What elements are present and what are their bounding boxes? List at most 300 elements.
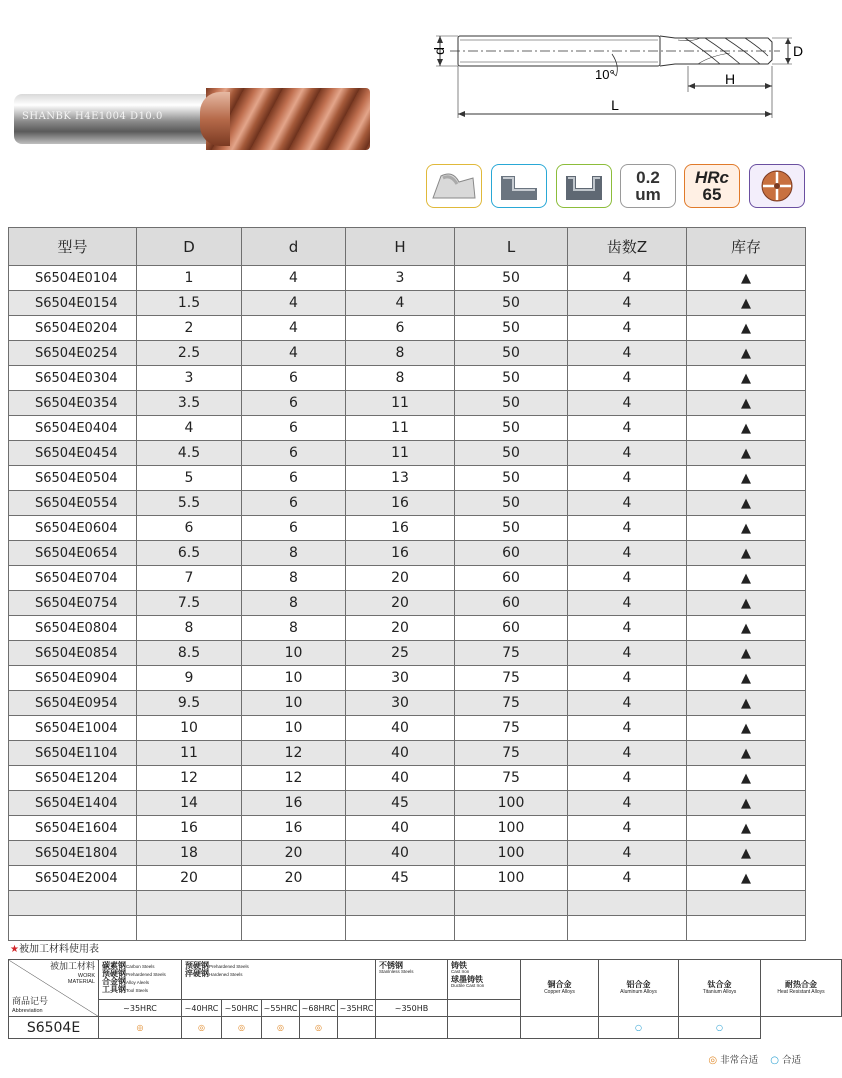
table-row bbox=[9, 666, 806, 691]
cell-d: 4 bbox=[242, 291, 346, 316]
material-group-stainless bbox=[376, 960, 448, 1000]
cell-H: 20 bbox=[346, 616, 455, 641]
cell-stock: ▲ bbox=[687, 816, 806, 841]
material-name-cn: 耐热合金 bbox=[785, 979, 817, 989]
cell-flutes: 4 bbox=[568, 716, 687, 741]
cell-flutes: 4 bbox=[568, 666, 687, 691]
cell-D bbox=[137, 891, 242, 916]
table-row bbox=[9, 791, 806, 816]
table-row bbox=[9, 841, 806, 866]
table-row bbox=[9, 291, 806, 316]
col-header-model: 型号 bbox=[9, 228, 137, 266]
material-name-en: Prehardened Steels bbox=[126, 972, 166, 977]
cell-H: 8 bbox=[346, 366, 455, 391]
cell-H: 45 bbox=[346, 791, 455, 816]
cell-flutes: 4 bbox=[568, 466, 687, 491]
cell-d: 6 bbox=[242, 491, 346, 516]
cell-d bbox=[242, 916, 346, 941]
cell-flutes: 4 bbox=[568, 266, 687, 291]
hardness-range: ~40HRC bbox=[182, 1000, 222, 1017]
suitable-label: 合适 bbox=[781, 1055, 801, 1066]
cell-stock: ▲ bbox=[687, 266, 806, 291]
cell-flutes: 4 bbox=[568, 441, 687, 466]
cell-D: 10 bbox=[137, 716, 242, 741]
material-group-cast-iron bbox=[448, 960, 521, 1000]
corner-material-en: MATERIAL bbox=[67, 978, 95, 985]
cell-D: 20 bbox=[137, 866, 242, 891]
cell-H: 25 bbox=[346, 641, 455, 666]
cell-D: 4.5 bbox=[137, 441, 242, 466]
cell-model: S6504E0904 bbox=[9, 666, 137, 691]
cell-model: S6504E0704 bbox=[9, 566, 137, 591]
very-suitable-label: 非常合适 bbox=[720, 1055, 759, 1066]
hardness-range: ~68HRC bbox=[300, 1000, 338, 1017]
cell-L: 100 bbox=[455, 791, 568, 816]
cell-d: 8 bbox=[242, 616, 346, 641]
cell-L: 50 bbox=[455, 316, 568, 341]
col-header-L: L bbox=[455, 228, 568, 266]
cell-H: 8 bbox=[346, 341, 455, 366]
slot-milling-icon bbox=[556, 164, 612, 208]
cell-stock: ▲ bbox=[687, 866, 806, 891]
cell-D: 6 bbox=[137, 516, 242, 541]
cell-model: S6504E1004 bbox=[9, 716, 137, 741]
corner-product-cn: 商品记号 bbox=[12, 997, 49, 1008]
col-header-stock: 库存 bbox=[687, 228, 806, 266]
cell-model: S6504E0654 bbox=[9, 541, 137, 566]
cell-model: S6504E0204 bbox=[9, 316, 137, 341]
cell-D: 11 bbox=[137, 741, 242, 766]
cell-D: 7 bbox=[137, 566, 242, 591]
cell-stock: ▲ bbox=[687, 416, 806, 441]
cell-flutes bbox=[568, 916, 687, 941]
cell-stock: ▲ bbox=[687, 616, 806, 641]
cell-flutes: 4 bbox=[568, 766, 687, 791]
suitability-cell: ◎ bbox=[99, 1017, 182, 1039]
cell-d: 8 bbox=[242, 541, 346, 566]
table-row bbox=[9, 466, 806, 491]
cell-L: 50 bbox=[455, 391, 568, 416]
cell-stock: ▲ bbox=[687, 466, 806, 491]
cell-H: 40 bbox=[346, 716, 455, 741]
cell-flutes: 4 bbox=[568, 416, 687, 441]
material-name-en: Alloy Aleels bbox=[126, 980, 150, 985]
cell-d: 20 bbox=[242, 866, 346, 891]
cell-model: S6504E0254 bbox=[9, 341, 137, 366]
cell-D bbox=[137, 916, 242, 941]
cell-H: 16 bbox=[346, 491, 455, 516]
table-row bbox=[9, 391, 806, 416]
cell-L: 50 bbox=[455, 516, 568, 541]
cell-stock: ▲ bbox=[687, 441, 806, 466]
cell-H: 20 bbox=[346, 591, 455, 616]
cell-H: 11 bbox=[346, 441, 455, 466]
shank-engraving: SHANBK H4E1004 D10.0 bbox=[22, 111, 163, 122]
table-row bbox=[9, 866, 806, 891]
cell-flutes: 4 bbox=[568, 591, 687, 616]
table-row bbox=[9, 491, 806, 516]
cell-flutes: 4 bbox=[568, 741, 687, 766]
cell-model: S6504E1804 bbox=[9, 841, 137, 866]
corner-work-material-cn: 被加工材料 bbox=[49, 962, 95, 972]
cell-model: S6504E0954 bbox=[9, 691, 137, 716]
col-header-H: H bbox=[346, 228, 455, 266]
cell-model bbox=[9, 916, 137, 941]
material-name-cn: 碳素钢 bbox=[102, 961, 126, 970]
cell-flutes: 4 bbox=[568, 641, 687, 666]
hardness-icon bbox=[684, 164, 740, 208]
col-header-d: d bbox=[242, 228, 346, 266]
cell-L: 60 bbox=[455, 566, 568, 591]
cell-stock: ▲ bbox=[687, 491, 806, 516]
cell-H bbox=[346, 916, 455, 941]
cell-flutes: 4 bbox=[568, 616, 687, 641]
material-name-en: Copper Alloys bbox=[544, 988, 575, 995]
cell-H: 30 bbox=[346, 691, 455, 716]
cell-stock: ▲ bbox=[687, 766, 806, 791]
material-line bbox=[761, 981, 841, 995]
suitability-cell: ◎ bbox=[222, 1017, 262, 1039]
material-group-copper bbox=[521, 960, 599, 1017]
material-line bbox=[599, 981, 678, 995]
cell-D: 9 bbox=[137, 666, 242, 691]
cell-D: 16 bbox=[137, 816, 242, 841]
cell-L: 75 bbox=[455, 641, 568, 666]
cell-model: S6504E2004 bbox=[9, 866, 137, 891]
cell-model: S6504E0154 bbox=[9, 291, 137, 316]
cell-H: 11 bbox=[346, 416, 455, 441]
cell-L: 50 bbox=[455, 266, 568, 291]
cell-model: S6504E0804 bbox=[9, 616, 137, 641]
cell-H: 16 bbox=[346, 516, 455, 541]
cell-D: 2.5 bbox=[137, 341, 242, 366]
label-H: H bbox=[724, 71, 736, 87]
cell-D: 3.5 bbox=[137, 391, 242, 416]
cell-H: 6 bbox=[346, 316, 455, 341]
rating-legend bbox=[708, 1052, 801, 1066]
table-row bbox=[9, 591, 806, 616]
table-row bbox=[9, 766, 806, 791]
cell-stock: ▲ bbox=[687, 691, 806, 716]
cell-stock: ▲ bbox=[687, 566, 806, 591]
cell-d: 20 bbox=[242, 841, 346, 866]
cell-H: 40 bbox=[346, 741, 455, 766]
cell-D: 7.5 bbox=[137, 591, 242, 616]
cell-stock: ▲ bbox=[687, 366, 806, 391]
cell-d bbox=[242, 891, 346, 916]
cell-d: 6 bbox=[242, 416, 346, 441]
material-name-cn: 合金钢 bbox=[102, 977, 126, 986]
cell-stock: ▲ bbox=[687, 841, 806, 866]
cell-L: 50 bbox=[455, 466, 568, 491]
material-name-en: Cast Iron bbox=[451, 969, 470, 974]
cell-model: S6504E0354 bbox=[9, 391, 137, 416]
star-icon: ★ bbox=[10, 944, 19, 955]
table-row bbox=[9, 691, 806, 716]
cell-D: 1 bbox=[137, 266, 242, 291]
cell-flutes: 4 bbox=[568, 841, 687, 866]
cell-d: 16 bbox=[242, 816, 346, 841]
hardness-range: ~50HRC bbox=[222, 1000, 262, 1017]
suitability-cell bbox=[376, 1017, 448, 1039]
cell-H: 45 bbox=[346, 866, 455, 891]
cell-model: S6504E0454 bbox=[9, 441, 137, 466]
suitability-cell bbox=[521, 1017, 599, 1039]
cell-flutes: 4 bbox=[568, 291, 687, 316]
material-group-carbon bbox=[99, 960, 182, 1000]
corner-abbreviation-en: Abbreviation bbox=[12, 1007, 43, 1014]
cell-stock: ▲ bbox=[687, 716, 806, 741]
very-suitable-mark: ◎ bbox=[708, 1055, 718, 1066]
cell-flutes: 4 bbox=[568, 566, 687, 591]
cell-flutes: 4 bbox=[568, 341, 687, 366]
material-name-cn: 铝合金 bbox=[626, 979, 651, 989]
cell-model: S6504E1104 bbox=[9, 741, 137, 766]
material-name-cn: 不锈钢 bbox=[379, 961, 403, 970]
suitability-cell: ◎ bbox=[262, 1017, 300, 1039]
label-angle: 10° bbox=[595, 67, 615, 82]
shoulder-milling-icon bbox=[491, 164, 547, 208]
cell-stock: ▲ bbox=[687, 516, 806, 541]
cell-H: 13 bbox=[346, 466, 455, 491]
cell-stock: ▲ bbox=[687, 541, 806, 566]
suitability-cell bbox=[338, 1017, 376, 1039]
cell-H: 3 bbox=[346, 266, 455, 291]
table-row bbox=[9, 516, 806, 541]
cell-L: 75 bbox=[455, 766, 568, 791]
hardness-label: HRc bbox=[694, 168, 729, 187]
suitability-cell: ◎ bbox=[182, 1017, 222, 1039]
cell-d: 10 bbox=[242, 691, 346, 716]
material-line bbox=[679, 981, 760, 995]
cell-L: 75 bbox=[455, 716, 568, 741]
cell-d: 6 bbox=[242, 516, 346, 541]
suitable-mark: ○ bbox=[770, 1055, 779, 1066]
table-row bbox=[9, 366, 806, 391]
cell-d: 8 bbox=[242, 566, 346, 591]
cell-stock bbox=[687, 891, 806, 916]
cell-L: 100 bbox=[455, 816, 568, 841]
material-name-en: Heat Resistant Alloys bbox=[777, 988, 825, 995]
product-code: S6504E bbox=[9, 1017, 99, 1039]
material-name-en: Titanium Alloys bbox=[702, 988, 737, 995]
cell-d: 4 bbox=[242, 316, 346, 341]
cell-H: 16 bbox=[346, 541, 455, 566]
cell-flutes bbox=[568, 891, 687, 916]
cell-stock: ▲ bbox=[687, 341, 806, 366]
cell-L: 50 bbox=[455, 341, 568, 366]
hardness-value: 65 bbox=[702, 185, 722, 204]
cell-stock bbox=[687, 916, 806, 941]
cell-D: 12 bbox=[137, 766, 242, 791]
col-header-flutes: 齿数Z bbox=[568, 228, 687, 266]
spec-header-row bbox=[9, 228, 806, 266]
cell-d: 10 bbox=[242, 666, 346, 691]
table-row bbox=[9, 266, 806, 291]
suitability-cell: ○ bbox=[599, 1017, 679, 1039]
label-d: d bbox=[431, 47, 447, 55]
cell-L: 50 bbox=[455, 366, 568, 391]
material-line bbox=[521, 981, 598, 995]
table-row bbox=[9, 316, 806, 341]
material-name-cn: 淬硬钢 bbox=[185, 969, 209, 978]
table-row bbox=[9, 616, 806, 641]
cell-L: 50 bbox=[455, 291, 568, 316]
cell-flutes: 4 bbox=[568, 516, 687, 541]
material-name-cn: 工具钢 bbox=[102, 985, 126, 994]
cell-L bbox=[455, 916, 568, 941]
cell-d: 16 bbox=[242, 791, 346, 816]
material-group-hardened bbox=[182, 960, 376, 1000]
material-name-cn: 钛合金 bbox=[707, 979, 732, 989]
cell-flutes: 4 bbox=[568, 791, 687, 816]
cell-L: 60 bbox=[455, 591, 568, 616]
precision-icon bbox=[620, 164, 676, 208]
cell-d: 12 bbox=[242, 766, 346, 791]
cell-d: 4 bbox=[242, 341, 346, 366]
table-row bbox=[9, 716, 806, 741]
material-line bbox=[185, 970, 372, 978]
material-name-cn: 铸铁 bbox=[451, 961, 467, 970]
cell-L: 50 bbox=[455, 416, 568, 441]
material-name-en: Stanlnless Steels bbox=[379, 969, 414, 974]
cell-H: 20 bbox=[346, 566, 455, 591]
cell-H bbox=[346, 891, 455, 916]
cell-flutes: 4 bbox=[568, 541, 687, 566]
material-name-en: Hardened Steels bbox=[209, 972, 243, 977]
cell-D: 14 bbox=[137, 791, 242, 816]
cell-model: S6504E1204 bbox=[9, 766, 137, 791]
cell-H: 40 bbox=[346, 766, 455, 791]
material-name-en: Prehardened Steels bbox=[209, 964, 249, 969]
cell-model: S6504E0754 bbox=[9, 591, 137, 616]
cell-model: S6504E1404 bbox=[9, 791, 137, 816]
cell-stock: ▲ bbox=[687, 316, 806, 341]
cell-stock: ▲ bbox=[687, 791, 806, 816]
cell-D: 2 bbox=[137, 316, 242, 341]
cell-stock: ▲ bbox=[687, 591, 806, 616]
corner-work-en: WORK bbox=[77, 972, 95, 979]
cell-model: S6504E0404 bbox=[9, 416, 137, 441]
cell-d: 4 bbox=[242, 266, 346, 291]
precision-value: 0.2 bbox=[636, 168, 660, 187]
cell-d: 12 bbox=[242, 741, 346, 766]
suitability-cell bbox=[448, 1017, 521, 1039]
material-line bbox=[379, 962, 444, 975]
cell-d: 8 bbox=[242, 591, 346, 616]
cell-D: 1.5 bbox=[137, 291, 242, 316]
material-line bbox=[451, 962, 517, 975]
profile-groove-icon bbox=[426, 164, 482, 208]
cell-flutes: 4 bbox=[568, 316, 687, 341]
cell-flutes: 4 bbox=[568, 391, 687, 416]
material-line bbox=[451, 976, 517, 989]
cell-L: 50 bbox=[455, 491, 568, 516]
cell-stock: ▲ bbox=[687, 291, 806, 316]
hardness-range: ~350HB bbox=[376, 1000, 448, 1017]
cell-model: S6504E0854 bbox=[9, 641, 137, 666]
cell-D: 3 bbox=[137, 366, 242, 391]
label-D: D bbox=[792, 43, 804, 59]
table-row bbox=[9, 341, 806, 366]
cell-d: 6 bbox=[242, 366, 346, 391]
cell-L bbox=[455, 891, 568, 916]
cell-L: 75 bbox=[455, 666, 568, 691]
tool-flutes bbox=[206, 88, 370, 150]
specification-table bbox=[8, 227, 806, 941]
table-row bbox=[9, 816, 806, 841]
material-line bbox=[102, 986, 178, 994]
cell-H: 30 bbox=[346, 666, 455, 691]
hardness-range: ~35HRC bbox=[99, 1000, 182, 1017]
cell-L: 75 bbox=[455, 691, 568, 716]
table-row bbox=[9, 566, 806, 591]
material-table-title bbox=[10, 940, 99, 955]
cell-model: S6504E0554 bbox=[9, 491, 137, 516]
cell-L: 60 bbox=[455, 616, 568, 641]
cell-H: 40 bbox=[346, 841, 455, 866]
hardness-range: ~35HRC bbox=[338, 1000, 376, 1017]
table-row bbox=[9, 641, 806, 666]
cell-d: 10 bbox=[242, 641, 346, 666]
end-mill-photo bbox=[14, 88, 370, 152]
cell-H: 4 bbox=[346, 291, 455, 316]
cell-D: 5.5 bbox=[137, 491, 242, 516]
material-name-en: Aluminum Alloys bbox=[620, 988, 657, 995]
cell-stock: ▲ bbox=[687, 641, 806, 666]
material-name-cn: 铜合金 bbox=[547, 979, 572, 989]
cell-L: 100 bbox=[455, 841, 568, 866]
cell-model: S6504E1604 bbox=[9, 816, 137, 841]
cell-flutes: 4 bbox=[568, 366, 687, 391]
material-name-en: Tool Steels bbox=[126, 988, 149, 993]
cell-model bbox=[9, 891, 137, 916]
cell-flutes: 4 bbox=[568, 691, 687, 716]
tool-neck bbox=[200, 92, 230, 146]
cell-L: 50 bbox=[455, 441, 568, 466]
table-row bbox=[9, 541, 806, 566]
label-L: L bbox=[611, 97, 619, 113]
cell-stock: ▲ bbox=[687, 741, 806, 766]
dimension-drawing bbox=[430, 26, 808, 126]
suitability-cell: ◎ bbox=[300, 1017, 338, 1039]
cell-L: 75 bbox=[455, 741, 568, 766]
material-group-heat-resistant bbox=[761, 960, 842, 1017]
cell-D: 8 bbox=[137, 616, 242, 641]
cell-D: 5 bbox=[137, 466, 242, 491]
suitability-cell: ○ bbox=[679, 1017, 761, 1039]
cell-flutes: 4 bbox=[568, 866, 687, 891]
cell-model: S6504E0104 bbox=[9, 266, 137, 291]
cell-stock: ▲ bbox=[687, 666, 806, 691]
material-name-cn: 预硬钢 bbox=[102, 969, 126, 978]
cell-H: 40 bbox=[346, 816, 455, 841]
cell-D: 18 bbox=[137, 841, 242, 866]
cell-D: 8.5 bbox=[137, 641, 242, 666]
cell-D: 9.5 bbox=[137, 691, 242, 716]
hardness-range: ~55HRC bbox=[262, 1000, 300, 1017]
cell-model: S6504E0504 bbox=[9, 466, 137, 491]
cell-d: 10 bbox=[242, 716, 346, 741]
material-name-cn: 预硬钢 bbox=[185, 961, 209, 970]
cell-flutes: 4 bbox=[568, 816, 687, 841]
material-table bbox=[8, 959, 842, 1039]
precision-unit: um bbox=[635, 185, 661, 204]
table-row bbox=[9, 741, 806, 766]
table-row bbox=[9, 891, 806, 916]
material-name-cn: 球墨铸铁 bbox=[451, 974, 483, 984]
col-header-D: D bbox=[137, 228, 242, 266]
